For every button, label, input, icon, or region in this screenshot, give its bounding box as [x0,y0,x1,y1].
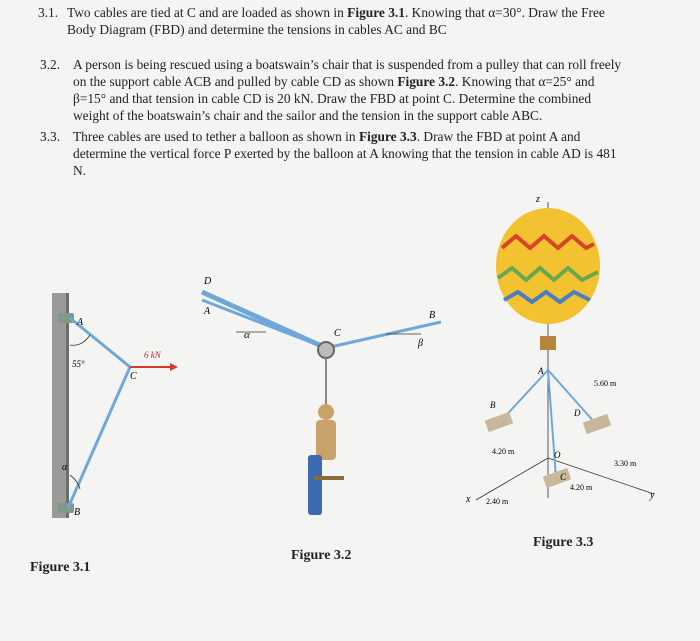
figure-3-3 [456,188,696,528]
question-line: Body Diagram (FBD) and determine the tensions in cables AC and BC [67,22,447,37]
label-o: O [554,450,561,460]
label-a: A [77,317,84,328]
label-b: B [74,507,81,518]
question-line: N. [73,163,87,178]
question-line: determine the vertical force P exerted by the balloon at A knowing that the tension in cable AD is 481 [73,146,617,161]
label-b: B [490,400,496,410]
dim-5-60: 5.60 m [594,379,617,388]
figure-3-1 [30,285,190,530]
caption-figure-3-1: Figure 3.1 [30,560,91,575]
cable-cd [202,300,326,348]
dim-3-30: 3.30 m [614,459,637,468]
label-d: D [574,408,581,418]
label-x: x [466,494,471,505]
pin-b [58,503,74,513]
figure-3-2 [196,270,456,535]
question-line: Three cables are used to tether a balloon as shown in Figure 3.3. Draw the FBD at point A and [73,129,581,144]
anchor-d [583,414,612,434]
sailor-torso [316,420,336,460]
cable-ad [548,370,596,424]
question-line: weight of the boatswain’s chair and the sailor and the tension in the support cable ABC. [73,108,543,123]
label-c: C [130,371,137,382]
cable-bc [68,367,130,508]
label-c: C [334,328,341,339]
label-d: D [204,276,212,287]
balloon-basket [540,336,556,350]
dim-4-20-a: 4.20 m [492,447,515,456]
pulley [318,342,334,358]
label-beta: β [418,338,423,349]
question-number: 3.3. [40,129,61,144]
wall-edge [66,293,69,518]
label-6kn: 6 kN [144,350,161,360]
sailor-legs [308,455,322,515]
label-alpha: α [244,329,250,341]
label-b: B [429,310,436,321]
question-number: 3.2. [40,57,61,72]
caption-figure-3-2: Figure 3.2 [291,548,352,563]
load-arrow-head [170,363,178,371]
question-line: on the support cable ACB and pulled by cable CD as shown Figure 3.2. Knowing that α=25° and [73,74,595,89]
label-c: C [560,472,567,482]
dim-4-20-b: 4.20 m [570,483,593,492]
x-axis [476,458,548,500]
label-alpha: α [62,462,68,473]
label-y: y [650,490,655,501]
question-line: Two cables are tied at C and are loaded as shown in Figure 3.1. Knowing that α=30°. Draw the Free [67,5,605,20]
wall [52,293,66,518]
question-line: β=15° and that tension in cable CD is 20 kN. Draw the FBD at point C. Determine the combined [73,91,592,106]
cable-ac [548,370,556,478]
label-a: A [538,366,544,376]
label-z: z [536,194,540,205]
anchor-c [543,468,572,488]
anchor-b [485,412,514,432]
caption-figure-3-3: Figure 3.3 [533,535,594,550]
label-55: 55° [72,359,85,369]
angle-arc-55 [70,335,90,345]
chair-seat [314,476,344,480]
sailor-head [318,404,334,420]
label-a: A [204,306,211,317]
question-number: 3.1. [38,5,59,20]
cable-cb [326,322,441,348]
question-line: A person is being rescued using a boatswain’s chair that is suspended from a pulley that can roll freely [73,57,622,72]
dim-2-40: 2.40 m [486,497,509,506]
